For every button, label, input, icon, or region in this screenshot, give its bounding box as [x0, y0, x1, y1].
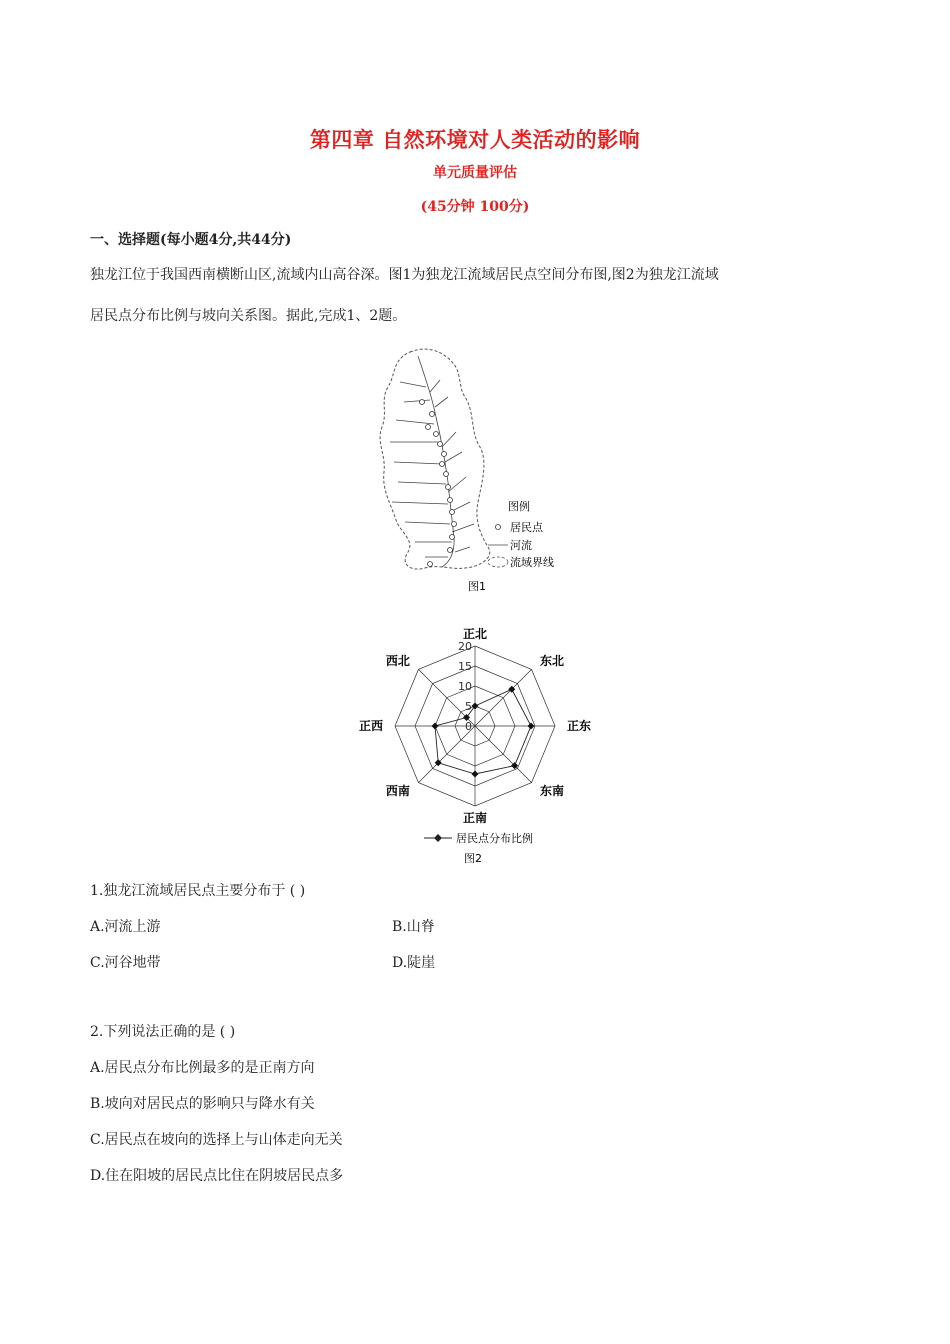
- series-line: [435, 689, 531, 774]
- figure-2-legend: [424, 831, 533, 845]
- data-point: [432, 723, 439, 730]
- radar-category-label: 西南: [385, 784, 410, 799]
- data-point: [472, 703, 479, 710]
- figure-1-legend: [488, 499, 554, 569]
- data-point: [528, 723, 535, 730]
- figure-1-caption: 图1: [468, 580, 486, 593]
- legend-item-river: 河流: [510, 539, 532, 552]
- figure-2: [352, 626, 602, 871]
- radar-tick-label: 10: [458, 680, 472, 693]
- question-1-option-a: A.河流上游: [90, 919, 161, 935]
- intro-line-1: 独龙江位于我国西南横断山区,流域内山高谷深。图1为独龙江流域居民点空间分布图,图2为独龙江流域: [90, 267, 719, 283]
- data-point: [472, 771, 479, 778]
- legend-label: 居民点分布比例: [456, 832, 533, 845]
- diamond-marker-icon: [434, 834, 442, 842]
- time-score: (45分钟 100分): [420, 199, 530, 215]
- question-2-stem: 2.下列说法正确的是 ( ): [90, 1024, 236, 1040]
- radar-category-label: 正南: [462, 811, 488, 825]
- question-1-option-c: C.河谷地带: [90, 955, 161, 971]
- question-1-option-d: D.陡崖: [392, 955, 436, 971]
- legend-title: 图例: [508, 500, 530, 513]
- radar-category-label: 正北: [462, 627, 488, 641]
- subtitle: 单元质量评估: [433, 165, 517, 181]
- radar-category-label: 西北: [385, 653, 410, 668]
- radar-tick-label: 20: [458, 640, 472, 653]
- question-1-stem: 1.独龙江流域居民点主要分布于 ( ): [90, 883, 306, 899]
- section-heading: 一、选择题(每小题4分,共44分): [90, 232, 292, 248]
- question-2-option-c: C.居民点在坡向的选择上与山体走向无关: [90, 1132, 343, 1148]
- question-2-option-b: B.坡向对居民点的影响只与降水有关: [90, 1096, 315, 1112]
- figure-1: [370, 342, 590, 597]
- radar-tick-label: 15: [458, 660, 472, 673]
- question-2-option-d: D.住在阳坡的居民点比住在阴坡居民点多: [90, 1168, 344, 1184]
- settlement-legend-icon: [496, 525, 501, 530]
- chapter-title: 第四章 自然环境对人类活动的影响: [309, 127, 641, 152]
- legend-item-boundary: 流域界线: [510, 556, 554, 569]
- question-2-option-a: A.居民点分布比例最多的是正南方向: [90, 1060, 315, 1076]
- boundary-legend-icon: [488, 557, 508, 567]
- radar-category-label: 东南: [540, 784, 565, 799]
- basin-boundary: [380, 349, 490, 569]
- legend-item-settlement: 居民点: [510, 521, 543, 534]
- radar-category-label: 东北: [540, 653, 565, 668]
- intro-line-2: 居民点分布比例与坡向关系图。据此,完成1、2题。: [90, 308, 407, 324]
- radar-tick-label: 0: [465, 720, 472, 733]
- radar-category-label: 正东: [567, 719, 592, 733]
- river-network: [390, 356, 474, 567]
- figure-2-caption: 图2: [464, 852, 482, 865]
- radar-tick-label: 5: [465, 700, 472, 713]
- question-1-option-b: B.山脊: [392, 919, 435, 935]
- radar-category-label: 正西: [358, 719, 383, 733]
